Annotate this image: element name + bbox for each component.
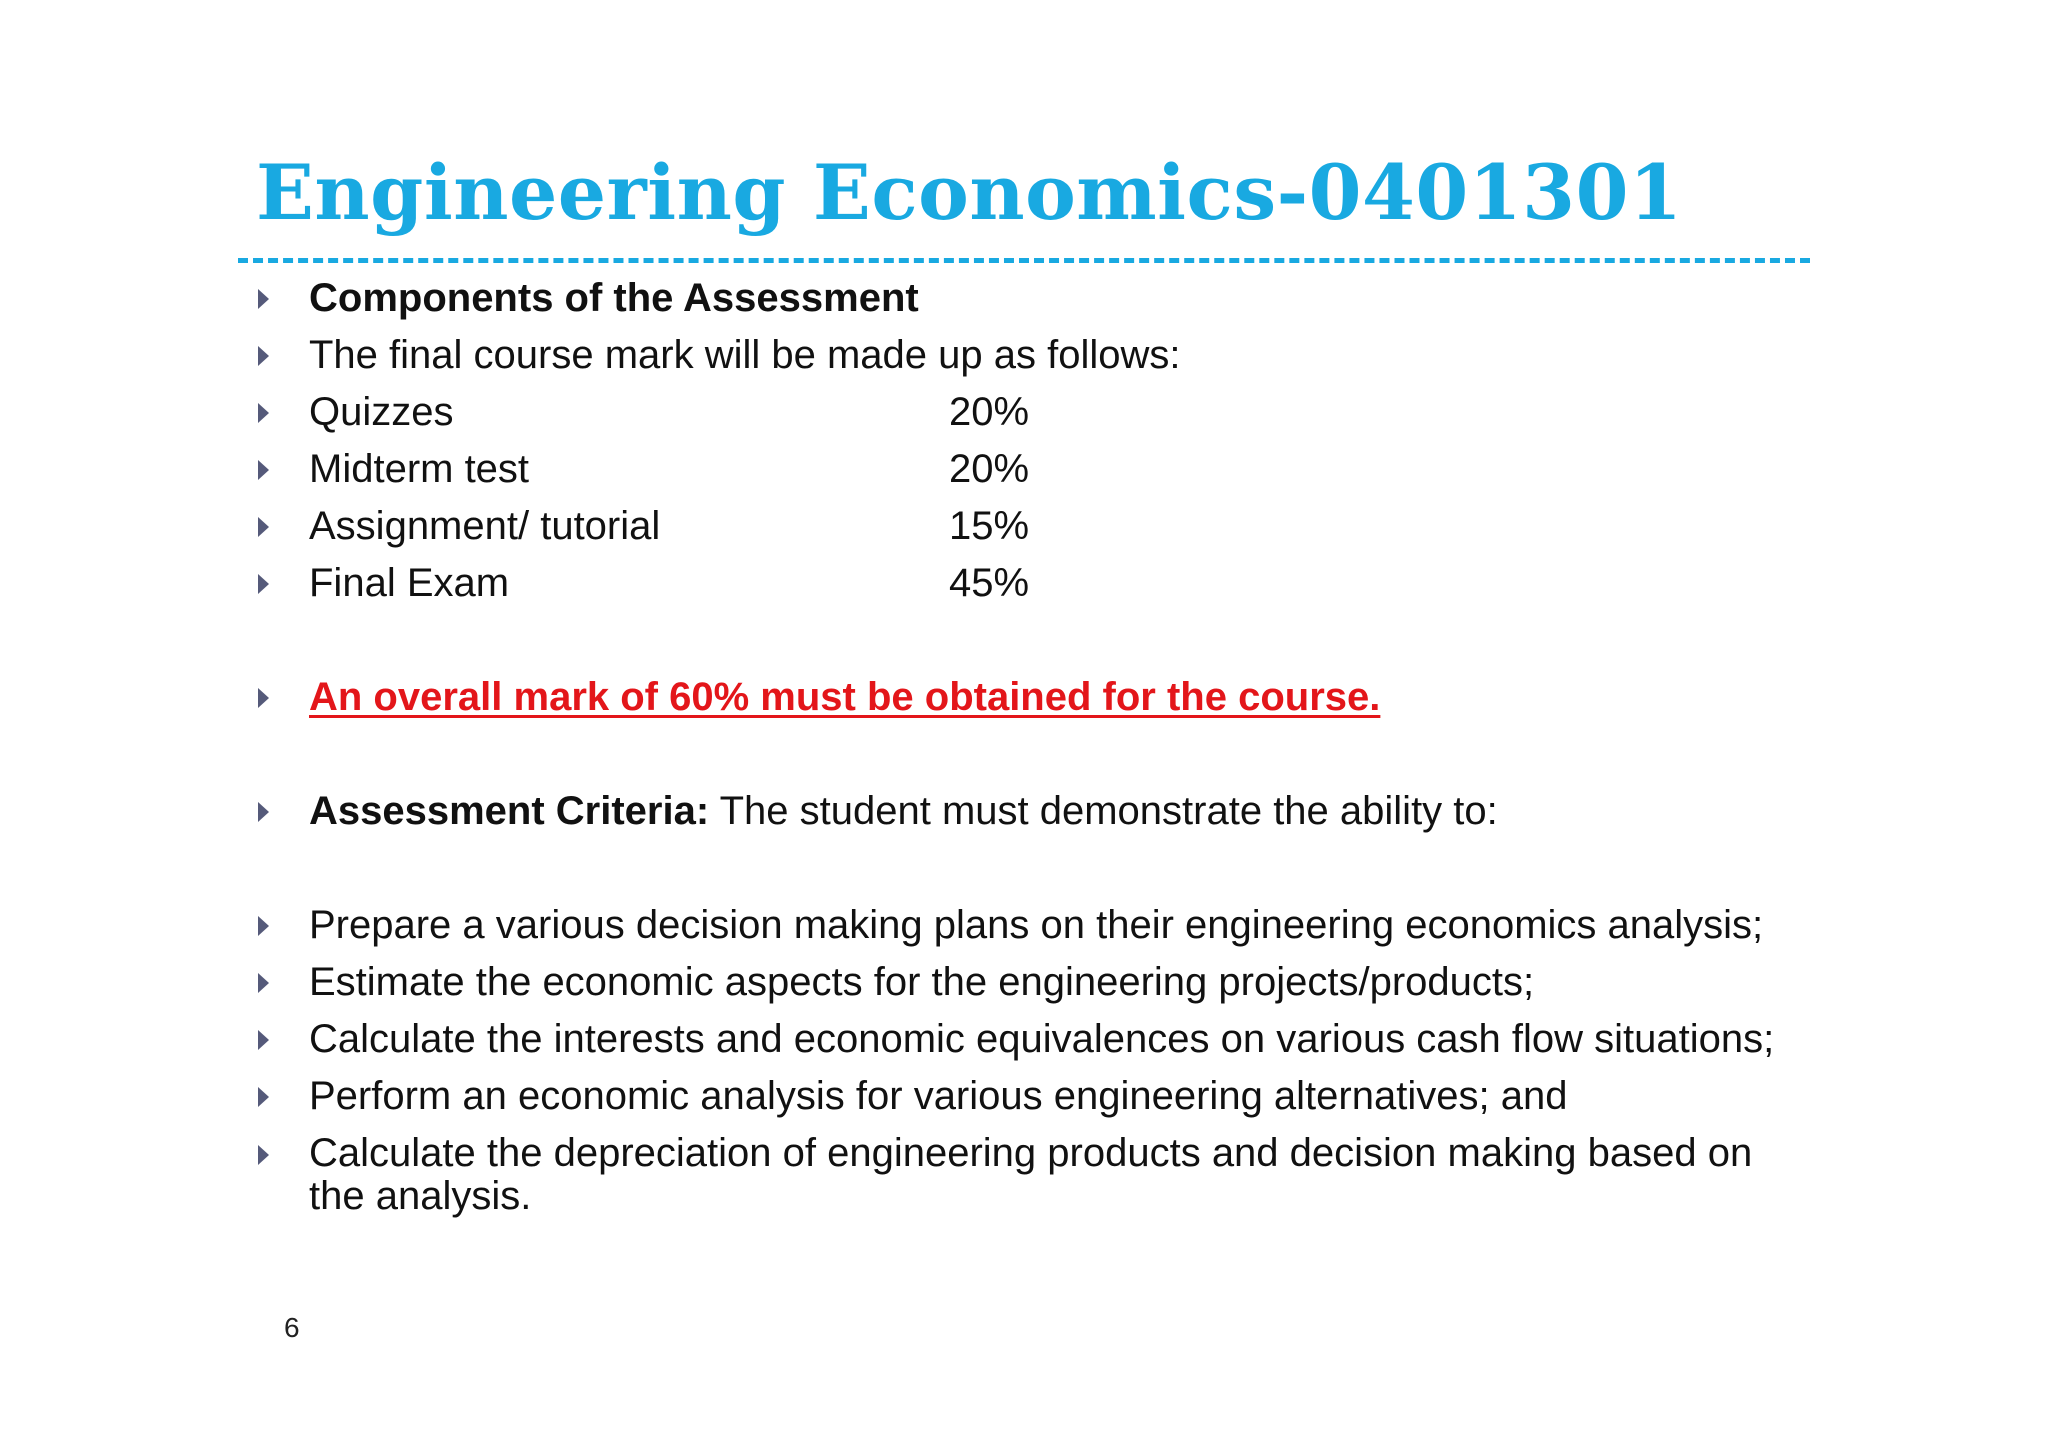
mark-value: 45% (949, 561, 1030, 605)
ability-text: Calculate the depreciation of engineering products and decision making based on the analysis. (309, 1131, 1753, 1218)
bullet-arrow-icon (258, 1030, 269, 1050)
mark-row-midterm (252, 441, 1812, 498)
criteria-text: The student must demonstrate the ability to: (709, 789, 1498, 833)
mark-value: 20% (949, 390, 1030, 434)
bullet-arrow-icon (258, 1087, 269, 1107)
ability-text: Perform an economic analysis for various engineering alternatives; and (309, 1074, 1568, 1118)
bullet-arrow-icon (258, 517, 269, 537)
ability-item (252, 1068, 1812, 1125)
bullet-arrow-icon (258, 688, 269, 708)
mark-label: Midterm test (309, 447, 530, 491)
mark-label: Quizzes (309, 390, 454, 434)
criteria-label: Assessment Criteria: (309, 789, 710, 833)
mark-row-assignment (252, 498, 1812, 555)
bullet-arrow-icon (258, 802, 269, 822)
requirement-text: An overall mark of 60% must be obtained for the course. (309, 675, 1381, 719)
slide-title: Engineering Economics-0401301 (256, 148, 1683, 237)
bullet-arrow-icon (258, 460, 269, 480)
bullet-requirement (252, 669, 1812, 726)
bullet-arrow-icon (258, 403, 269, 423)
bullet-arrow-icon (258, 916, 269, 936)
title-divider (238, 258, 1810, 263)
ability-item (252, 954, 1812, 1011)
bullet-components-heading (252, 270, 1812, 327)
spacer (252, 612, 1812, 669)
bullet-arrow-icon (258, 574, 269, 594)
mark-label: Assignment/ tutorial (309, 504, 661, 548)
ability-text: Calculate the interests and economic equivalences on various cash flow situations; (309, 1017, 1775, 1061)
bullet-intro (252, 327, 1812, 384)
mark-value: 15% (949, 504, 1030, 548)
components-heading: Components of the Assessment (309, 276, 919, 320)
bullet-arrow-icon (258, 346, 269, 366)
intro-text: The final course mark will be made up as follows: (309, 333, 1181, 377)
ability-text: Estimate the economic aspects for the engineering projects/products; (309, 960, 1535, 1004)
mark-label: Final Exam (309, 561, 510, 605)
bullet-arrow-icon (258, 289, 269, 309)
spacer (252, 840, 1812, 897)
bullet-list (252, 270, 1812, 1218)
ability-item (252, 1125, 1812, 1218)
ability-item (252, 1011, 1812, 1068)
bullet-arrow-icon (258, 1145, 269, 1165)
ability-item (252, 897, 1812, 954)
mark-value: 20% (949, 447, 1030, 491)
spacer (252, 726, 1812, 783)
page-number: 6 (284, 1312, 300, 1343)
bullet-criteria (252, 783, 1812, 840)
mark-row-final-exam (252, 555, 1812, 612)
bullet-arrow-icon (258, 973, 269, 993)
mark-row-quizzes (252, 384, 1812, 441)
ability-text: Prepare a various decision making plans on their engineering economics analysis; (309, 903, 1764, 947)
